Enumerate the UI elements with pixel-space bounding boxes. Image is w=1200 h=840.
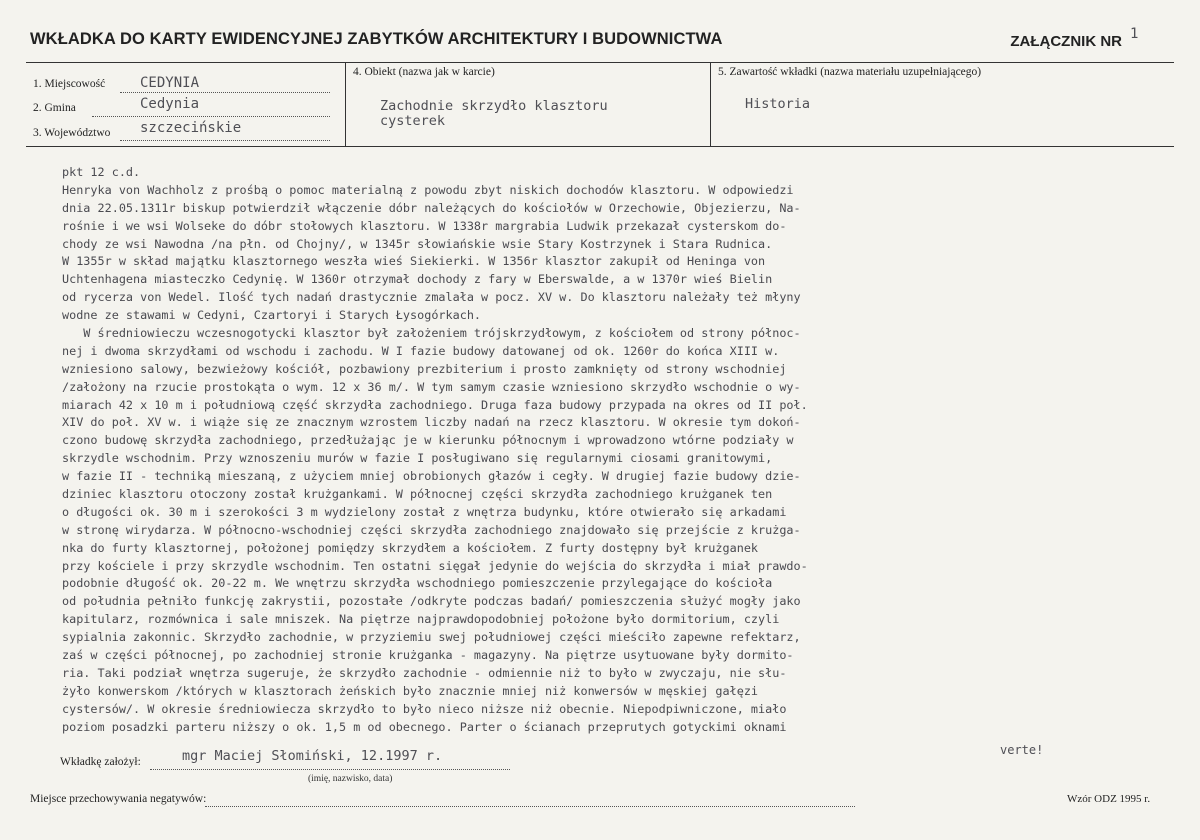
locality-label: 1. Miejscowość — [33, 78, 106, 90]
body-line: Henryka von Wachholz z prośbą o pomoc materialną z powodu zbyt niskich dochodów klasztoru. W odpowiedzi — [62, 182, 794, 197]
object-value-line2: cysterek — [380, 113, 446, 129]
body-line: wzniesiono salowy, bezwieżowy kościół, pozbawiony prezbiterium i prosto zamknięty od strony wschodniej — [62, 361, 787, 376]
body-line: czono budowę skrzydła zachodniego, przedłużając je w kierunku północnym i wprowadzono wtórne podziały w — [62, 433, 794, 448]
content-label: 5. Zawartość wkładki (nazwa materiału uzupełniającego) — [718, 66, 982, 78]
body-line: o długości ok. 30 m i szerokości 3 m wydzielony został z wnętrza budynku, które otwierało się arkadami — [62, 504, 787, 519]
field-box-top-border — [26, 62, 1174, 63]
body-line: dziniec klasztoru otoczony został krużgankami. W północnej części skrzydła zachodniego krużganek ten — [62, 487, 773, 502]
commune-value: Cedynia — [140, 96, 200, 112]
body-line: XIV do poł. XV w. i wiąże się ze znacznym wzrostem liczby nadań na rzecz klasztoru. W okresie tym dokoń- — [62, 415, 801, 430]
form-model-label: Wzór ODZ 1995 r. — [1067, 793, 1151, 805]
form-title: WKŁADKA DO KARTY EWIDENCYJNEJ ZABYTKÓW ARCHITEKTURY I BUDOWNICTWA — [30, 30, 723, 48]
commune-underline — [92, 116, 330, 117]
field-box-bottom-border — [26, 146, 1174, 147]
body-line: cystersów/. W okresie średniowiecza skrzydło to było nieco niższe niż obecnie. Niepodpiwniczone, miało — [62, 701, 787, 716]
body-line: podobnie długość ok. 20-22 m. We wnętrzu skrzydła wschodniego pomieszczenie przylegające do kościoła — [62, 576, 773, 591]
locality-underline — [120, 92, 330, 93]
body-line: /założony na rzucie prostokąta o wym. 12 x 36 m/. W tym samym czasie wzniesiono skrzydło wschodnie o wy- — [62, 379, 801, 394]
commune-label: 2. Gmina — [33, 102, 76, 114]
field-divider-1 — [345, 62, 346, 146]
body-line: ria. Taki podział wnętrza sugeruje, że skrzydło zachodnie - odmiennie niż to było w zwyczaju, nie słu- — [62, 665, 787, 680]
body-line: przy kościele i przy skrzydle wschodnim. Ten ostatni sięgał jedynie do wejścia do skrzydła i miał prawdo- — [62, 558, 808, 573]
creator-caption: (imię, nazwisko, data) — [308, 774, 393, 784]
body-line: pkt 12 c.d. — [62, 165, 141, 179]
body-line: w stronę wirydarza. W północno-wschodniej części skrzydła zachodniego znajdowało się przejście z krużga- — [62, 522, 801, 537]
body-line: od rycerza von Wedel. Ilość tych nadań drastycznie zmalała w pocz. XV w. Do klasztoru należały też młyny — [62, 290, 801, 305]
voivodeship-label: 3. Województwo — [33, 127, 111, 139]
body-line: W 1355r w skład majątku klasztornego weszła wieś Siekierki. W 1356r klasztor zakupił od Heninga von — [62, 254, 766, 269]
body-line: W średniowieczu wczesnogotycki klasztor był założeniem trójskrzydłowym, z kościołem od strony północ- — [62, 326, 801, 341]
body-line: rośnie i we wsi Wolseke do dóbr stołowych klasztoru. W 1338r margrabia Ludwik przekazał cysterskom do- — [62, 218, 787, 233]
object-value-line1: Zachodnie skrzydło klasztoru — [380, 98, 608, 114]
voivodeship-underline — [120, 140, 330, 141]
annex-label: ZAŁĄCZNIK NR — [1010, 33, 1122, 50]
creator-label: Wkładkę założył: — [60, 756, 141, 768]
body-line: nej i dwoma skrzydłami od wschodu i zachodu. W I fazie budowy datowanej od ok. 1260r do końca XIII w. — [62, 343, 780, 358]
body-line: dnia 22.05.1311r biskup potwierdził włączenie dóbr należących do kościołów w Orzechowie, Objezierzu, Na- — [62, 200, 801, 215]
body-line: Uchtenhagena miasteczko Cedynię. W 1360r otrzymał dochody z fary w Eberswalde, a w 1370r wieś Bielin — [62, 272, 773, 287]
creator-underline — [150, 769, 510, 770]
object-label: 4. Obiekt (nazwa jak w karcie) — [353, 66, 495, 78]
content-value: Historia — [745, 96, 811, 112]
body-line: od południa pełniło funkcję zakrystii, pozostałe /odkryte podczas badań/ pomieszczenia służyć mogły jako — [62, 594, 801, 609]
creator-value: mgr Maciej Słomiński, 12.1997 r. — [182, 748, 443, 764]
body-line: żyło konwerskom /których w klasztorach żeńskich było znacznie mniej niż konwersów w męskiej gałęzi — [62, 683, 759, 698]
annex-number: 1 — [1130, 26, 1139, 42]
negatives-label: Miejsce przechowywania negatywów: — [30, 793, 207, 805]
body-line: zaś w części północnej, po zachodniej stronie krużganka - magazyny. Na piętrze usytuowane były dormito- — [62, 648, 794, 663]
body-line: miarach 42 x 10 m i południową część skrzydła zachodniego. Druga faza budowy przypada na okres od II poł. — [62, 397, 808, 412]
body-line: kapitularz, rozmównica i sale mniszek. Na piętrze najprawdopodobniej położone było dormitorium, czyli — [62, 612, 780, 627]
field-divider-2 — [710, 62, 711, 146]
typewritten-body — [62, 164, 1142, 737]
body-line: poziom posadzki parteru niższy o ok. 1,5 m od obecnego. Parter o ścianach przeprutych gotyckimi oknami — [62, 719, 787, 734]
body-line: wodne ze stawami w Cedyni, Czartoryi i Starych Łysogórkach. — [62, 308, 482, 323]
body-line: skrzydle wschodnim. Przy wznoszeniu murów w fazie I posługiwano się regularnymi ciosami granitowymi, — [62, 451, 773, 466]
body-line: sypialnia zakonnic. Skrzydło zachodnie, w przyziemiu swej południowej części mieściło zapewne refektarz, — [62, 630, 801, 645]
body-line: chody ze wsi Nawodna /na płn. od Chojny/, w 1345r słowiańskie wsie Stary Kostrzynek i Stara Rudnica. — [62, 236, 773, 251]
voivodeship-value: szczecińskie — [140, 120, 242, 136]
locality-value: CEDYNIA — [140, 75, 200, 91]
body-line: nka do furty klasztornej, położonej pomiędzy skrzydłem a kościołem. Z furty dostępny był krużganek — [62, 540, 759, 555]
body-line: w fazie II - techniką mieszaną, z użyciem mniej obrobionych głazów i cegły. W drugiej fazie budowy dzie- — [62, 469, 801, 484]
turn-over-note: verte! — [1000, 743, 1044, 757]
negatives-underline — [205, 806, 855, 807]
